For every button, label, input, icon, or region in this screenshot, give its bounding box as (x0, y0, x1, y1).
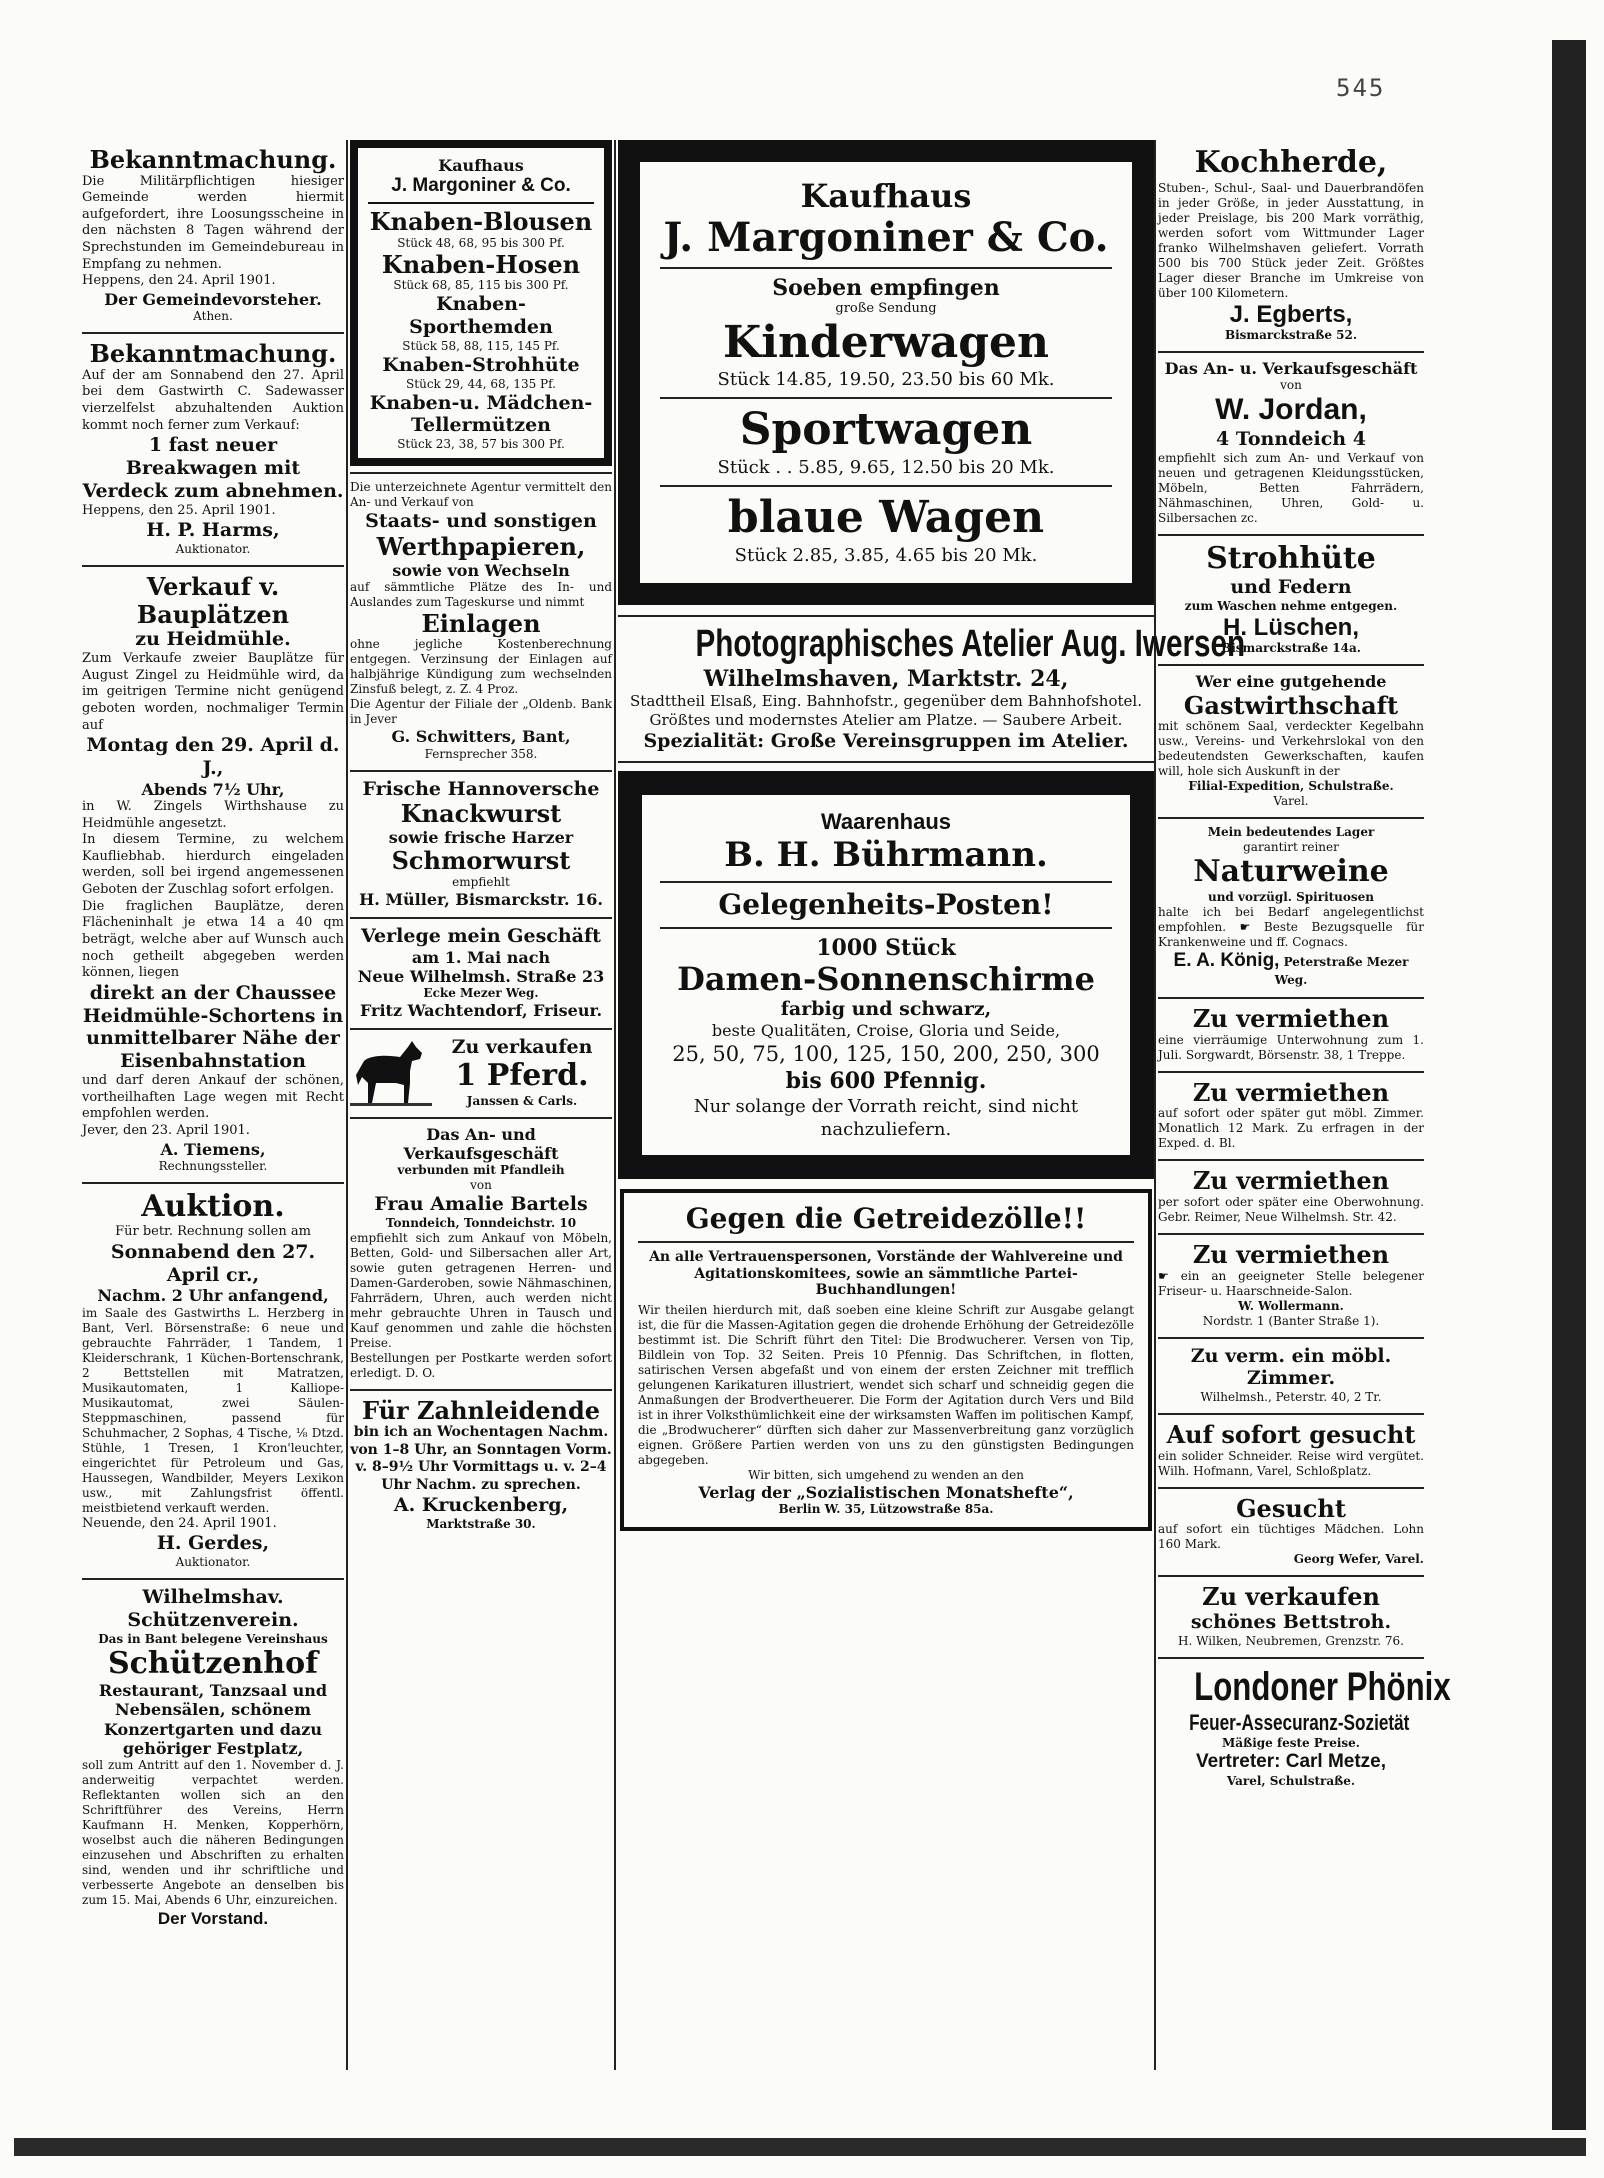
ad-signature: G. Schwitters, Bant, (391, 727, 571, 747)
ad-date: Sonnabend den 27. April cr., (110, 1240, 316, 1286)
ad-text: und darf deren Ankauf der schönen, vortheilhaften Lage wegen mit Recht empfohlen werden. (82, 1073, 344, 1122)
ad-time: Abends 7½ Uhr, (141, 779, 285, 799)
ad-address: Peterstraße Mezer Weg. (1274, 954, 1409, 987)
ad-zahnleidende (350, 1391, 612, 1540)
ad-text: in W. Zingels Wirthshause zu Heidmühle angesetzt. (82, 798, 344, 831)
item-tellermuetzen (368, 392, 594, 453)
ad-heading: Knackwurst (400, 799, 562, 829)
ad-signature: Georg Wefer, Varel. (1293, 1552, 1424, 1567)
ad-signature-role: Rechnungssteller. (158, 1158, 268, 1173)
ad-text: von (1280, 378, 1302, 393)
ad-heading: Frische Hannoversche (362, 777, 600, 800)
ad-text: empfiehlt sich zum An- und Verkauf von neuen und getragenen Kleidungsstücken, Möbeln, Betten Fahrrädern, Nähmaschinen, Uhren, Gold- u. Silbersachen zc. (1158, 450, 1424, 525)
item-name: Knaben-Sporthemden (409, 293, 553, 338)
item-knaben-sporthemden (368, 293, 594, 354)
item-price: Stück 68, 85, 115 bis 300 Pf. (393, 278, 569, 293)
ad-title: Bekanntmachung. (89, 145, 337, 174)
ad-heading: Soeben empfingen (772, 274, 1000, 301)
ad-title-firm: B. H. Bührmann. (724, 834, 1048, 875)
ad-signature: A. Tiemens, (160, 1139, 266, 1159)
scan-border-right (1552, 40, 1586, 2130)
ad-text: beste Qualitäten, Croise, Gloria und Seide, (711, 1020, 1061, 1040)
ad-text: ☛ ein an geeigneter Stelle belegener Friseur- u. Haarschneide-Salon. (1158, 1268, 1424, 1298)
item-price: Stück 58, 88, 115, 145 Pf. (402, 338, 560, 353)
ad-gesucht (1158, 1489, 1424, 1578)
ad-heading: Spezialität: Große Vereinsgruppen im Atelier. (643, 730, 1129, 753)
rule (368, 202, 594, 204)
ad-text: per sofort oder später eine Oberwohnung. Gebr. Reimer, Neue Wilhelmsh. Str. 42. (1158, 1194, 1424, 1224)
ad-address: Varel, Schulstraße. (1226, 1773, 1356, 1788)
ad-address: Wilhelmshaven, Marktstr. 24, (703, 665, 1069, 692)
ad-heading: Für Zahnleidende (361, 1395, 601, 1425)
ad-text: soll zum Antritt auf den 1. November d. J. anderweitig verpachtet werden. Reflektanten wollen sich an den Schriftführer des Vereins, Herrn Kaufmann H. Menken, Kopperhörn, woselbst auch die näheren Bedingungen einzusehen und Abschriften zu erhalten sind, wenden und ihr schriftliche und verbesserte Angebote an denselben bis zum 15. Mai, Abends 6 Uhr, einzureichen. (82, 1757, 344, 1907)
ad-text: mit schönem Saal, verdeckter Kegelbahn usw., Vereins- und Verkehrslokal von den bedeutendsten Gewerkschaften, kaufen will, hole sich Auskunft in der (1158, 719, 1424, 779)
ad-heading: Zu vermiethen (1192, 1004, 1390, 1034)
ad-date: Montag den 29. April d. J., (86, 734, 340, 779)
ad-heading: Zu vermiethen (1192, 1077, 1390, 1107)
ad-address: Bismarckstraße 14a. (1221, 641, 1361, 656)
ad-strohhuete (1158, 536, 1424, 667)
ad-title: Auktion. (141, 1188, 285, 1224)
ad-address: Tonndeich, Tonndeichstr. 10 (385, 1215, 577, 1230)
ad-text: Für betr. Rechnung sollen am (115, 1224, 311, 1240)
ad-signature: Fritz Wachtendorf, Friseur. (359, 1001, 603, 1021)
ad-subtitle: Das in Bant belegene Vereinshaus (98, 1631, 328, 1646)
ad-heading: Naturweine (1193, 854, 1389, 890)
ad-heading: 1 Pferd. (455, 1058, 589, 1094)
ad-date: Jever, den 23. April 1901. (82, 1122, 250, 1138)
ad-jordan (1158, 353, 1424, 535)
ad-heading: Zu verkaufen (1202, 1582, 1380, 1612)
ad-heading: und vorzügl. Spirituosen (1207, 889, 1375, 904)
ad-place: Varel. (1273, 794, 1309, 809)
ad-text: Nur solange der Vorrath reicht, sind nicht nachzuliefern. (693, 1095, 1079, 1140)
ad-text: In diesem Termine, zu welchem Kaufliebhab. hierdurch eingeladen werden, soll bei irgend angemessenen Geboten der Zuschlag sofort erfolgen. (82, 832, 344, 898)
ad-signature: J. Egberts, (1229, 300, 1353, 328)
ad-heading: Strohhüte (1206, 540, 1376, 576)
ad-text: Die unterzeichnete Agentur vermittelt den An- und Verkauf von (350, 480, 612, 510)
ad-heading: Zu vermiethen (1192, 1166, 1390, 1196)
ad-title: Verkauf v. Bauplätzen (136, 572, 290, 629)
ad-kochherde (1158, 140, 1424, 353)
ad-text: empfiehlt (452, 874, 510, 889)
ad-heading: Neue Wilhelmsh. Straße 23 (357, 966, 605, 986)
ad-title: Gegen die Getreidezölle!! (685, 1201, 1087, 1235)
ad-heading: Zu verm. ein möbl. Zimmer. (1190, 1344, 1392, 1390)
column-rule (614, 140, 616, 2070)
ad-getreidezoelle (620, 1189, 1152, 1532)
ad-text: Wir theilen hierdurch mit, daß soeben eine kleine Schrift zur Ausgabe gelangt ist, die für die Massen-Agitation gegen die drohende Erhöhung der Getreidezölle bestimmt ist. Die Schrift führt den Titel: Die Brodwucherer. Versen von Tip, Bildlein von Top. 32 Seiten. Preis 10 Pfennig. Das Schriftchen, in flotten, satirischen Versen abgefaßt und von einem der ersten Zeichner mit trefflich gelungenen Karikaturen illustriert, wendet sich scharf und schneidig gegen die Anmaßungen der Brodvertheuerer. Die Form der Agitation durch Vers und Bild ist in ihrer Volksthümlichkeit eine der wirksamsten Waffen im politischen Kampf, die „Brodwucherer“ dürften sich daher zur Massenverbreitung ganz vorzüglich eignen. Größere Partien werden von uns zu den günstigsten Bedingungen abgegeben. (638, 1303, 1134, 1468)
ad-title: Waarenhaus (820, 809, 951, 835)
column-1 (82, 140, 344, 1938)
ad-title: Kaufhaus (800, 177, 972, 215)
ad-signature: H. Müller, Bismarckstr. 16. (359, 889, 603, 909)
ad-margoniner-large (618, 140, 1154, 605)
ad-heading: am 1. Mai nach (411, 947, 551, 967)
page-number: 545 (1336, 74, 1386, 102)
item-name: Knaben-Blousen (369, 206, 593, 236)
ad-heading: Das An- u. Verkaufsgeschäft (1164, 359, 1418, 379)
ad-text: von (470, 1177, 492, 1192)
ad-auf-sofort-gesucht (1158, 1415, 1424, 1489)
ad-highlight: direkt an der Chaussee Heidmühle-Schortens in unmittelbarer Nähe der Eisenbahnstation (82, 981, 344, 1073)
ad-gastwirthschaft (1158, 666, 1424, 819)
ad-heading: Einlagen (421, 608, 541, 638)
ad-title: Bekanntmachung. (89, 339, 337, 369)
ad-heading: sowie frische Harzer (388, 827, 574, 847)
ad-signature: Der Vorstand. (157, 1908, 269, 1928)
ad-zu-vermiethen-2 (1158, 1073, 1424, 1162)
rule (660, 927, 1112, 929)
ad-time: Nachm. 2 Uhr anfangend, (97, 1286, 329, 1306)
ad-text: empfiehlt sich zum Ankauf von Möbeln, Betten, Gold- und Silbersachen aller Art, sowie guten getragenen Herren- und Damen-Garderoben, sowie Nähmaschinen, Fahrrädern, Uhren, auch werden nicht mehr gebrauchte Uhren in Tausch und Kauf genommen und zahle die höchsten Preise. (350, 1230, 612, 1350)
ad-title-firm: J. Margoniner & Co. (391, 175, 571, 197)
rule (660, 485, 1112, 487)
ad-signature-role: Auktionator. (175, 1555, 251, 1570)
ad-pferd-text (432, 1036, 612, 1108)
ad-text: Ecke Mezer Weg. (423, 986, 539, 1001)
ad-text: Die fraglichen Bauplätze, deren Flächeninhalt je etwa 14 a 40 qm beträgt, welche aber auf Wunsch auch noch getheilt abgegeben werden können, liegen (82, 898, 344, 981)
ad-verlege-geschaeft (350, 919, 612, 1030)
phoenix-sub-wrap (1158, 1710, 1424, 1736)
ad-phone: Fernsprecher 358. (424, 746, 538, 761)
ad-heading: sowie von Wechseln (392, 560, 570, 580)
ad-heading: Gesucht (1236, 1493, 1346, 1523)
ad-text: auf sofort oder später gut möbl. Zimmer. Monatlich 12 Mark. Zu erfragen in der Exped. d. Bl. (1158, 1106, 1424, 1151)
ad-text: Zum Verkaufe zweier Bauplätze für August Zingel zu Heidmühle wird, da im geitrigen Termine nicht genügend geboten worden, nochmaliger Termin auf (82, 651, 344, 733)
ad-title: Wilhelmshav. Schützenverein. (127, 1586, 299, 1631)
atelier-title-wrap (618, 622, 1246, 666)
ad-subtitle: Feuer-Assecuranz-Sozietät (1189, 1709, 1410, 1735)
ad-signature: Vertreter: Carl Metze, (1195, 1750, 1387, 1772)
ad-text: Auf der am Sonnabend den 27. April bei dem Gastwirth C. Sadewasser vierzelfelst abzuhaltenden Auktion kommt noch ferner zum Verkauf: (82, 367, 344, 433)
ad-prices: 25, 50, 75, 100, 125, 150, 200, 250, 300 (672, 1042, 1100, 1067)
phoenix-title-wrap (1158, 1664, 1451, 1710)
ad-address: Nordstr. 1 (Banter Straße 1). (1202, 1313, 1380, 1328)
ad-margoniner-small (350, 140, 612, 466)
item-knaben-strohhuete (368, 354, 594, 392)
ad-heading: Wer eine gutgehende (1195, 672, 1387, 692)
item-price: Stück 14.85, 19.50, 23.50 bis 60 Mk. (717, 369, 1055, 391)
column-rule (1154, 140, 1156, 2070)
ad-heading: farbig und schwarz, (780, 998, 992, 1021)
ad-londoner-phoenix (1158, 1659, 1451, 1797)
ad-agentur (350, 472, 612, 771)
ad-bekanntmachung-1 (82, 140, 344, 334)
ad-moebl-zimmer (1158, 1339, 1424, 1416)
ad-text: im Saale des Gastwirths L. Herzberg in Bant, Verl. Börsenstraße: 6 neue und gebrauchte Fahrräder, 1 Tandem, 1 Kleiderschrank, 1 Küchen-Bortenschrank, 2 Bettstellen mit Matratzen, Musikautomaten, 1 Kalliope-Musikautomat, zwei Säulen-Steppmaschinen, passend für Schuhmacher, 2 Sophas, 4 Tische, ⅛ Dtzd. Stühle, 1 Tresen, 1 Kron'leuchter, eingerichtet für Petroleum und Gas, Haussegen, Wandbilder, Meyers Lexikon usw., mit Zahlungsfrist öffentl. meistbietend verkauft werden. (82, 1305, 344, 1515)
ad-signature-name: Athen. (193, 309, 233, 324)
ad-note-text: Bestellungen per Postkarte werden sofort erledigt. (350, 1350, 612, 1380)
ad-address: 4 Tonndeich 4 (1216, 427, 1366, 450)
ad-date: Heppens, den 25. April 1901. (82, 502, 276, 518)
horse-illustration (350, 1037, 432, 1107)
item-sportwagen: Sportwagen (739, 404, 1033, 456)
item-price: Stück 29, 44, 68, 135 Pf. (406, 376, 556, 391)
item-price: Stück 2.85, 3.85, 4.65 bis 20 Mk. (734, 544, 1038, 566)
item-price: Stück 48, 68, 95 bis 300 Pf. (397, 235, 565, 250)
item-name: Knaben-Strohhüte (382, 353, 580, 376)
column-rule (346, 140, 348, 2070)
ad-signature: Verlag der „Sozialistischen Monatshefte“, (698, 1483, 1074, 1503)
ad-zu-vermiethen-4 (1158, 1235, 1424, 1339)
ad-text-bold: Restaurant, Tanzsaal und Nebensälen, schönem Konzertgarten und dazu gehöriger Festplatz, (98, 1681, 328, 1758)
ad-address: Berlin W. 35, Lützowstraße 85a. (778, 1502, 994, 1517)
ad-text: bin ich an Wochentagen Nachm. von 1–8 Uhr, an Sonntagen Vorm. v. 8–9½ Uhr Vormittags u. v. 2–4 Uhr Nachm. zu sprechen. (350, 1424, 612, 1493)
ad-item: 1 fast neuer Breakwagen mit Verdeck zum abnehmen. (82, 434, 344, 502)
ad-text: Die Militärpflichtigen hiesiger Gemeinde werden hiermit aufgefordert, ihre Loosungsscheine in den nächsten 8 Tagen während der Sprechstunden im Gemeindebureau in Empfang zu nehmen. (82, 173, 344, 272)
ad-heading: Schmorwurst (391, 846, 571, 876)
ad-knackwurst (350, 772, 612, 919)
ad-schuetzenverein (82, 1580, 344, 1938)
ad-signature: H. P. Harms, (146, 519, 280, 542)
ad-signature: E. A. König, (1173, 949, 1280, 971)
ad-title-firm: W. Jordan, (1215, 393, 1367, 427)
ad-heading: Verlege mein Geschäft (361, 924, 601, 947)
ad-signature: Janssen & Carls. (466, 1093, 578, 1108)
ad-address: H. Wilken, Neubremen, Grenzstr. 76. (1178, 1633, 1404, 1648)
ad-naturweine (1158, 819, 1424, 999)
ad-text: ein solider Schneider. Reise wird vergütet. Wilh. Hofmann, Varel, Schloßplatz. (1158, 1448, 1424, 1478)
ad-text: halte ich bei Bedarf angelegentlichst empfohlen. ☛ Beste Bezugsquelle für Krankenweine und ff. Cognacs. (1158, 904, 1424, 949)
ad-title: Photographisches Atelier Aug. Iwersen (695, 622, 1246, 665)
ad-text: zum Waschen nehme entgegen. (1184, 598, 1398, 613)
ad-zu-vermiethen-3 (1158, 1161, 1424, 1235)
ad-heading: Werthpapieren, (376, 531, 586, 561)
ad-text: ohne jegliche Kostenberechnung entgegen. Verzinsung der Einlagen auf halbjährige Kündigung zum wechselnden Zinsfuß belegt, z. Z. 4 Proz. (350, 637, 612, 697)
ad-auktion (82, 1184, 344, 1580)
ad-heading: Gastwirthschaft (1183, 690, 1399, 720)
ad-text: Mäßige feste Preise. (1222, 1735, 1360, 1750)
ad-date: Heppens, den 24. April 1901. (82, 273, 276, 289)
ad-signature: H. Gerdes, (156, 1532, 270, 1555)
ad-text: eine vierräumige Unterwohnung zum 1. Juli. Sorgwardt, Börsenstr. 38, 1 Treppe. (1158, 1032, 1424, 1062)
ad-bauplaetze (82, 567, 344, 1184)
ad-heading: Mein bedeutendes Lager (1207, 825, 1375, 840)
ad-note-sig: D. O. (405, 1365, 436, 1380)
ad-heading: 1000 Stück (816, 934, 956, 961)
item-name: Knaben-Hosen (381, 249, 581, 279)
ad-signature-row (1158, 950, 1424, 989)
ad-heading: Gelegenheits-Posten! (718, 887, 1054, 921)
rule (660, 267, 1112, 269)
ad-address: Bismarckstraße 52. (1224, 328, 1358, 343)
ad-text: auf sämmtliche Plätze des In- und Auslandes zum Tageskurse und nimmt (350, 579, 612, 609)
ad-heading: Auf sofort gesucht (1166, 1420, 1416, 1450)
ad-title: Kaufhaus (438, 156, 524, 175)
item-price: Stück . . 5.85, 9.65, 12.50 bis 20 Mk. (717, 457, 1055, 479)
ad-signature: W. Wollermann. (1238, 1298, 1344, 1313)
ad-title-firm: J. Margoniner & Co. (663, 213, 1109, 261)
ad-heading: und Federn (1230, 576, 1352, 599)
ad-pferd (350, 1030, 612, 1118)
ad-heading: verbunden mit Pfandleih (397, 1162, 565, 1177)
scan-border-bottom (14, 2138, 1586, 2156)
ad-subtitle: An alle Vertrauenspersonen, Vorstände der Wahlvereine und Agitationskomitees, sowie an sämmtliche Partei-Buchhandlungen! (649, 1248, 1123, 1299)
ad-signature: A. Kruckenberg, (393, 1494, 569, 1517)
ad-date: Neuende, den 24. April 1901. (82, 1515, 277, 1531)
ad-bekanntmachung-2 (82, 334, 344, 567)
ad-text: große Sendung (835, 301, 937, 317)
ad-text: Wilhelmsh., Peterstr. 40, 2 Tr. (1200, 1390, 1382, 1405)
ad-text: auf sofort ein tüchtiges Mädchen. Lohn 160 Mark. (1158, 1522, 1424, 1552)
ad-bartels (350, 1119, 612, 1391)
ad-signature: Der Gemeindevorsteher. (104, 289, 322, 309)
ad-heading: bis 600 Pfennig. (785, 1068, 987, 1095)
item-knaben-blousen (368, 208, 594, 251)
ad-zu-verkaufen-bettstroh (1158, 1577, 1424, 1658)
ad-highlight: Schützenhof (107, 1645, 319, 1681)
column-2 (350, 140, 612, 1540)
ad-heading: Das An- und Verkaufsgeschäft (403, 1124, 559, 1163)
item-knaben-hosen (368, 251, 594, 294)
ad-title: Londoner Phönix (1194, 1664, 1451, 1709)
ad-address: Marktstraße 30. (426, 1517, 536, 1532)
item-kinderwagen: Kinderwagen (722, 316, 1050, 368)
item-name: Knaben-u. Mädchen-Tellermützen (369, 391, 593, 437)
ad-text: Größtes und modernstes Atelier am Platze. — Saubere Arbeit. (649, 711, 1123, 730)
ad-text: Stuben-, Schul-, Saal- und Dauerbrandöfen in jeder Größe, in jeder Ausstattung, in jeder Preislage, bis 200 Mark vorräthig, werden sofort vom Wittmunder Lager franko Wilhelmshaven geliefert. Vorrath 500 bis 700 Stück jeder Zeit. Größtes Lager dieser Branche im Umkreise von über 100 Kilometern. (1158, 180, 1424, 300)
ad-text: Wir bitten, sich umgehend zu wenden an den (748, 1468, 1024, 1483)
rule (660, 397, 1112, 399)
ad-heading: Zu verkaufen (451, 1036, 593, 1059)
rule (638, 1241, 1134, 1243)
ad-text: garantirt reiner (1243, 840, 1339, 855)
ad-heading: Damen-Sonnenschirme (677, 960, 1095, 999)
ad-signature-role: Auktionator. (175, 542, 251, 557)
ad-title: Kochherde, (1194, 145, 1388, 180)
ad-heading: schönes Bettstroh. (1190, 1610, 1392, 1633)
ad-text: Die Agentur der Filiale der „Oldenb. Bank in Jever (350, 697, 612, 727)
ad-heading: Staats- und sonstigen (365, 510, 597, 533)
ad-heading: Frau Amalie Bartels (374, 1192, 588, 1215)
ad-note (350, 1351, 612, 1381)
ad-heading: Zu vermiethen (1192, 1239, 1390, 1269)
ad-signature: H. Lüschen, (1222, 613, 1360, 641)
ad-subtitle: zu Heidmühle. (135, 628, 291, 651)
item-price: Stück 23, 38, 57 bis 300 Pf. (397, 437, 565, 452)
ad-photographisches-atelier (618, 615, 1246, 764)
ad-zu-vermiethen-1 (1158, 999, 1424, 1073)
ad-buehrmann (618, 771, 1154, 1178)
ad-text: Stadttheil Elsaß, Eing. Bahnhofstr., gegenüber dem Bahnhofshotel. (630, 692, 1142, 711)
rule (660, 881, 1112, 883)
column-4 (1158, 140, 1451, 1797)
ad-signature: Filial-Expedition, Schulstraße. (1188, 779, 1394, 794)
item-blaue-wagen: blaue Wagen (727, 492, 1045, 544)
